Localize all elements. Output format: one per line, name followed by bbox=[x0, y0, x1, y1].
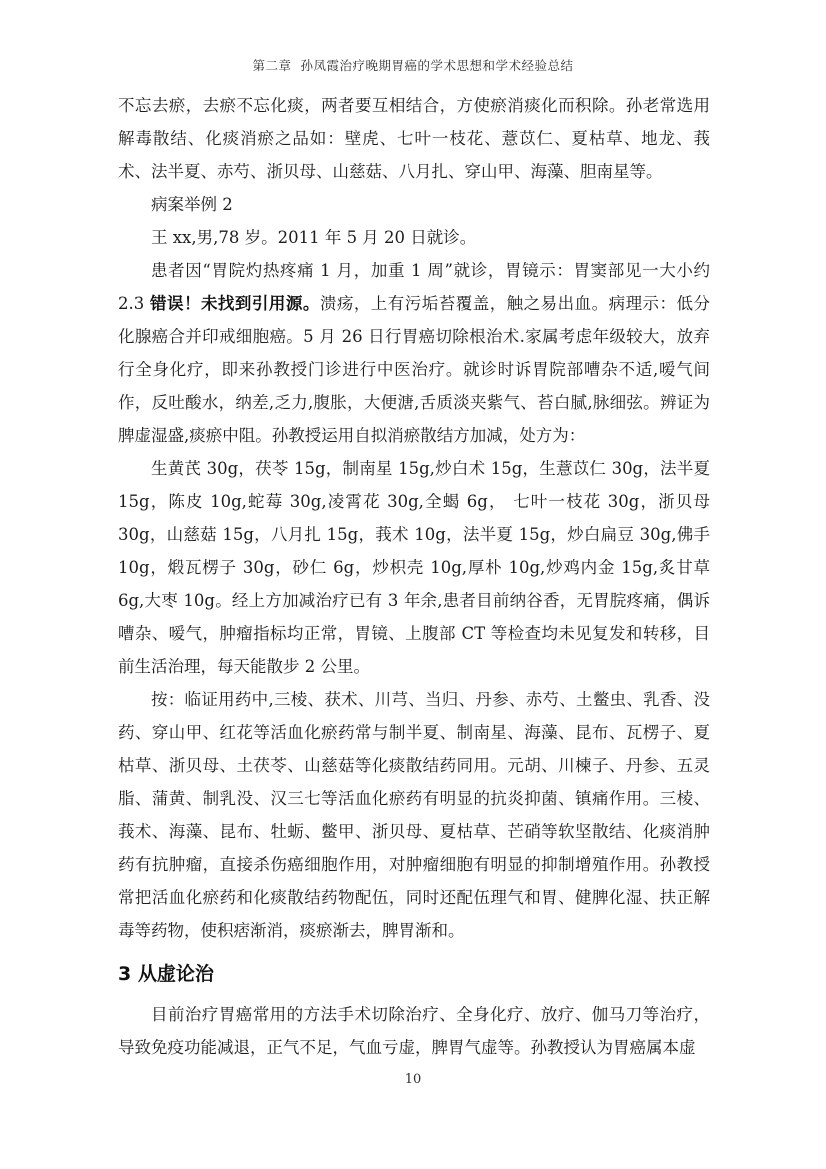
paragraph bbox=[118, 683, 710, 947]
document-body bbox=[118, 89, 710, 1064]
paragraph bbox=[118, 998, 710, 1064]
text-segment: 3 从虚论治 bbox=[118, 963, 214, 985]
paragraph bbox=[118, 188, 710, 221]
running-header: 第二章 孙凤霞治疗晚期胃癌的学术思想和学术经验总结 bbox=[252, 58, 574, 73]
page-number: 10 bbox=[404, 1072, 422, 1087]
text-segment: 按：临证用药中,三棱、获术、川芎、当归、丹参、赤芍、土鳖虫、乳香、没药、穿山甲、红花等活血化瘀药常与制半夏、制南星、海藻、昆布、瓦楞子、夏枯草、浙贝母、土茯苓、山慈菇等化痰散结药同用。元胡、川楝子、丹参、五灵脂、蒲黄、制乳没、汉三七等活血化瘀药有明显的抗炎抑菌、镇痛作用。三棱、莪术、海藻、昆布、牡蛎、鳖甲、浙贝母、夏枯草、芒硝等软坚散结、化痰消肿药有抗肿瘤，直接杀伤癌细胞作用，对肿瘤细胞有明显的抑制增殖作用。孙教授常把活血化瘀药和化痰散结药物配伍，同时还配伍理气和胃、健脾化湿、扶正解毒等药物，使积痞渐消，痰瘀渐去，脾胃渐和。 bbox=[118, 690, 710, 940]
text-segment: 不忘去瘀，去瘀不忘化痰，两者要互相结合，方使瘀消痰化而积除。孙老常选用解毒散结、化痰消瘀之品如：壁虎、七叶一枝花、薏苡仁、夏枯草、地龙、莪术、法半夏、赤芍、浙贝母、山慈菇、八月扎、穿山甲、海藻、胆南星等。 bbox=[118, 96, 710, 181]
text-segment: 溃疡，上有污垢苔覆盖，触之易出血。病理示：低分化腺癌合并印戒细胞癌。5 月 26 日行胃癌切除根治术.家属考虑年级较大，放弃行全身化疗，即来孙教授门诊进行中医治疗。就诊时诉胃院部嘈杂不适,嗳气间作，反吐酸水，纳差,乏力,腹胀，大便溏,舌质淡夹紫气、苔白腻,脉细弦。辨证为脾虚湿盛,痰瘀中阻。孙教授运用自拟消瘀散结方加减，处方为： bbox=[118, 294, 711, 445]
error-reference-text: 错误！未找到引用源。 bbox=[149, 294, 320, 313]
text-segment: 病案举例 2 bbox=[151, 195, 233, 214]
paragraph bbox=[118, 89, 710, 188]
text-segment: 患者因“胃院灼热疼痛 1 月，加重 1 周”就诊，胃镜示：胃窦部见一大小约 2.3 bbox=[118, 261, 710, 313]
paragraph bbox=[118, 254, 710, 452]
paragraph bbox=[118, 452, 710, 683]
section-heading bbox=[118, 958, 710, 991]
text-segment: 目前治疗胃癌常用的方法手术切除治疗、全身化疗、放疗、伽马刀等治疗，导致免疫功能减退，正气不足，气血亏虚，脾胃气虚等。孙教授认为胃癌属本虚 bbox=[118, 1005, 710, 1057]
text-segment: 生黄芪 30g，茯苓 15g，制南星 15g,炒白术 15g，生薏苡仁 30g，法半夏 15g，陈皮 10g,蛇莓 30g,凌霄花 30g,全蝎 6g， 七叶一枝花 30g，浙贝母 30g，山慈菇 15g，八月扎 15g，莪术 10g，法半夏 15g，炒白扁豆 30g,佛手 10g，煅瓦楞子 30g，砂仁 6g，炒枳壳 10g,厚朴 10g,炒鸡内金 15g,炙甘草 6g,大枣 10g。经上方加减治疗已有 3 年余,患者目前纳谷香，无胃脘疼痛，偶诉嘈杂、嗳气，肿瘤指标均正常，胃镜、上腹部 CT 等检查均未见复发和转移，目前生活治理，每天能散步 2 公里。 bbox=[118, 459, 710, 676]
paragraph bbox=[118, 221, 710, 254]
text-segment: 王 xx,男,78 岁。2011 年 5 月 20 日就诊。 bbox=[151, 228, 477, 247]
